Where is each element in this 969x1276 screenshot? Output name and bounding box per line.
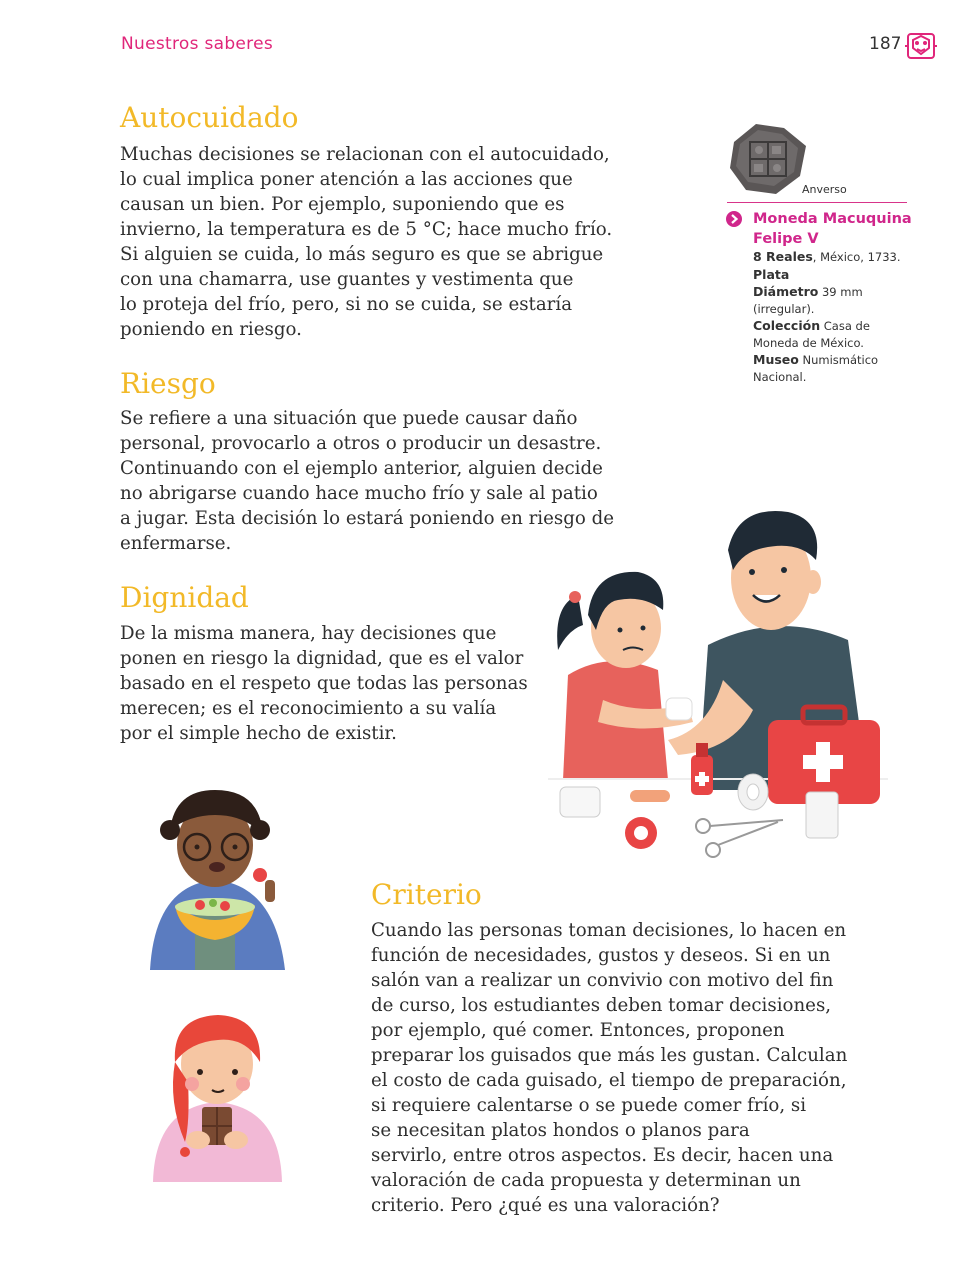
header-section-label: Nuestros saberes	[121, 34, 274, 54]
boy-eating-illustration	[145, 785, 295, 975]
girl-chocolate-illustration	[150, 1012, 285, 1187]
coin-divider	[727, 202, 907, 203]
section-body-dignidad: De la misma manera, hay decisiones que ponen en riesgo la dignidad, que es el valor basado en el respeto que todas las personas merecen; es el reconocimiento a su valía por el simple hecho de existir.	[120, 623, 528, 744]
coin-detail-label: 8 Reales	[753, 249, 813, 264]
coin-caption: Anverso	[802, 183, 847, 196]
coin-details	[753, 249, 913, 386]
section-body-riesgo: Se refiere a una situación que puede causar daño personal, provocarlo a otros o producir un desastre. Continuando con el ejemplo anterior, alguien decide no abrigarse cuando hace mucho frío y sale al patio a jugar. Esta decisión lo estará poniendo en riesgo de enfermarse.	[120, 408, 615, 554]
first-aid-illustration	[548, 500, 888, 860]
coin-name: Moneda Macuquina Felipe V	[753, 211, 912, 247]
coin-detail-text: Numismático Nacional.	[753, 353, 879, 384]
coin-detail-text: 39 mm (irregular).	[753, 285, 863, 316]
coin-image	[728, 120, 808, 198]
section-title-riesgo: Riesgo	[120, 367, 216, 400]
section-title-criterio: Criterio	[371, 878, 482, 911]
coin-detail-label: Colección	[753, 318, 821, 333]
aztec-emblem-icon	[905, 30, 937, 62]
section-title-autocuidado: Autocuidado	[120, 101, 299, 134]
coin-detail-label: Diámetro	[753, 284, 819, 299]
section-body-autocuidado: Muchas decisiones se relacionan con el autocuidado, lo cual implica poner atención a las acciones que causan un bien. Por ejemplo, suponiendo que es invierno, la temperatura es de 5 °C; hace mucho frío. Si alguien se cuida, lo más seguro es que se abrigue con una chamarra, use guantes y vestimenta que lo proteja del frío, pero, si no se cuida, se estaría poniendo en riesgo.	[120, 144, 613, 340]
section-body-criterio: Cuando las personas toman decisiones, lo hacen en función de necesidades, gustos y deseos. Si en un salón van a realizar un convivio con motivo del fin de curso, los estudiantes deben tomar decisiones, por ejemplo, qué comer. Entonces, proponen preparar los guisados que más les gustan. Calculan el costo de cada guisado, el tiempo de preparación, si requiere calentarse o se puede comer frío, si se necesitan platos hondos o planos para servirlo, entre otros aspectos. Es decir, hacen una valoración de cada propuesta y determinan un criterio. Pero ¿qué es una valoración?	[371, 920, 848, 1216]
coin-detail-label: Plata	[753, 266, 790, 282]
section-title-dignidad: Dignidad	[120, 581, 249, 614]
coin-detail-text: Casa de Moneda de México.	[753, 319, 870, 350]
coin-detail-label: Museo	[753, 352, 799, 367]
chevron-right-icon	[726, 211, 742, 227]
page-number: 187	[869, 34, 902, 54]
coin-detail-text: , México, 1733.	[812, 250, 901, 264]
